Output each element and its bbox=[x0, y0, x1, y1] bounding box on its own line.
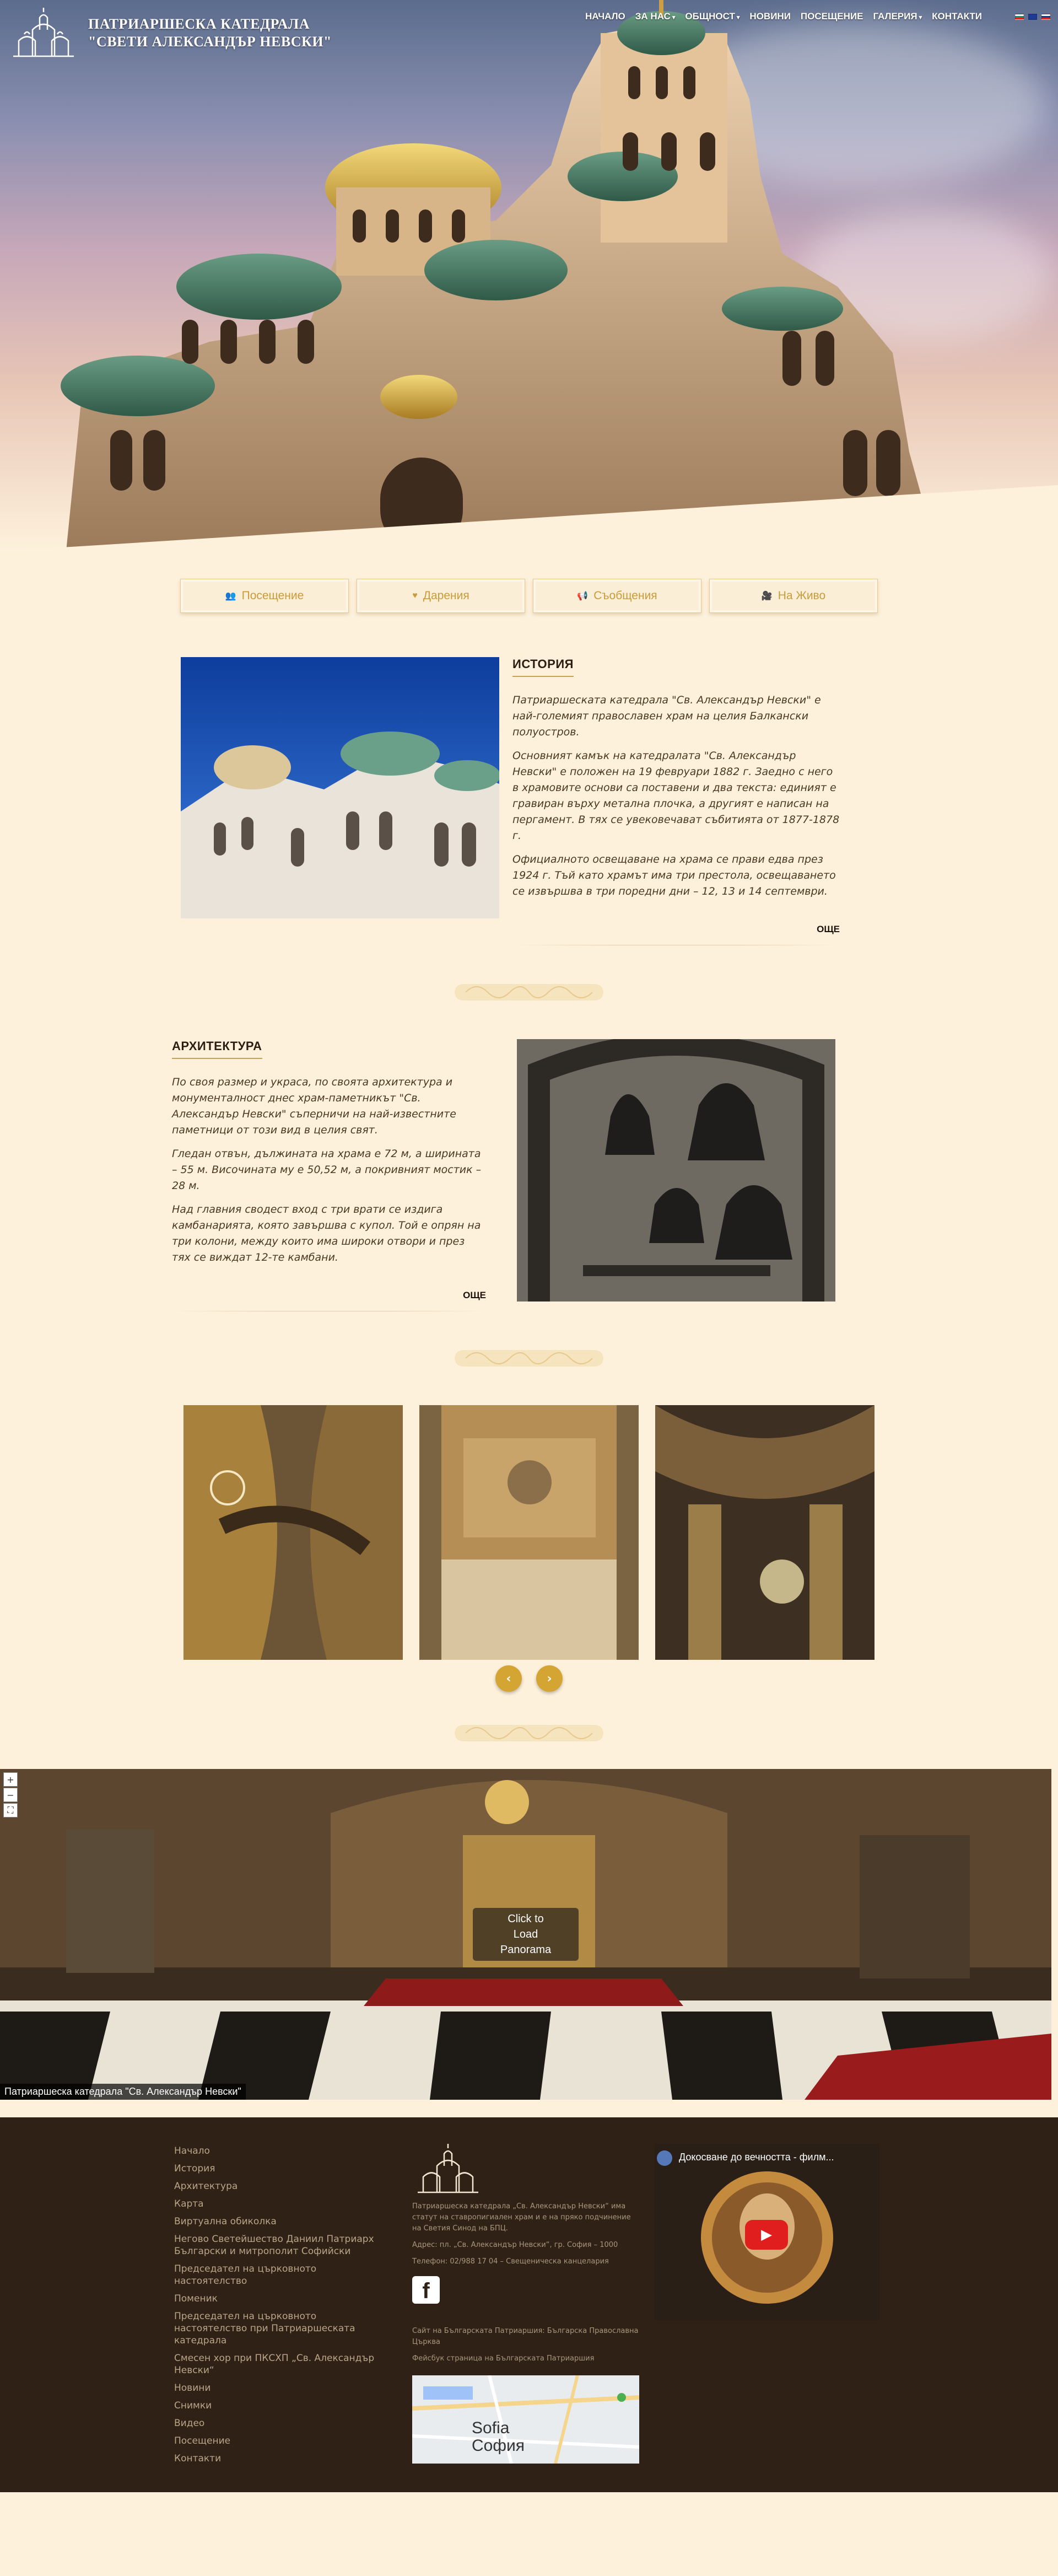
flag-ru-icon[interactable] bbox=[1041, 14, 1050, 20]
history-heading: ИСТОРИЯ bbox=[512, 657, 574, 677]
footer-info bbox=[412, 2144, 639, 2464]
architecture-heading: АРХИТЕКТУРА bbox=[172, 1039, 262, 1059]
footer-link[interactable]: Архитектура bbox=[174, 2181, 238, 2192]
cathedral-image bbox=[0, 0, 1058, 551]
nav-item-home[interactable] bbox=[585, 11, 625, 22]
architecture-paragraph: По своя размер и украса, по своята архитектура и монументалност днес храм-паметникът "Св. Александър Невски" съперничи на най-известните паметници от този вид в целия свят. bbox=[172, 1076, 456, 1136]
donations-button[interactable] bbox=[357, 579, 525, 613]
architecture-section bbox=[172, 1039, 835, 1311]
history-more-link[interactable]: ОЩЕ bbox=[817, 924, 840, 934]
footer-link[interactable]: Председател на църковното настоятелство bbox=[174, 2263, 317, 2287]
load-text: Click to bbox=[508, 1913, 544, 1925]
footer-link[interactable]: Контакти bbox=[174, 2453, 222, 2464]
footer-patriarchate-link[interactable]: Сайт на Българската Патриаршия: Българска Православна Църква bbox=[412, 2327, 639, 2346]
language-switcher bbox=[1015, 14, 1050, 20]
site-title-line1: ПАТРИАРШЕСКА КАТЕДРАЛА bbox=[88, 16, 310, 32]
history-paragraph: Основният камък на катедралата "Св. Александър Невски" е положен на 19 февруари 1882 г. Заедно с него в храмовите основи са поставени и два текста: единият е гравиран върху метална плочка, а другият е написан на пергамент. В тях се увековечават събитията от 1877-1878 г. bbox=[512, 750, 840, 842]
footer-link[interactable]: Поменик bbox=[174, 2293, 218, 2304]
live-label: На Живо bbox=[778, 589, 826, 602]
footer-link[interactable]: Карта bbox=[174, 2198, 204, 2209]
video-title: Докосване до вечността - филм... bbox=[679, 2152, 834, 2163]
history-photo bbox=[181, 657, 499, 918]
nav-item-community[interactable] bbox=[685, 11, 739, 22]
nav-item-news[interactable] bbox=[749, 11, 791, 22]
footer-link[interactable]: Виртуална обиколка bbox=[174, 2216, 277, 2227]
gallery-nav bbox=[0, 1665, 1058, 1692]
history-paragraph: Патриаршеската катедрала "Св. Александър Невски" е най-големият православен храм на целия Балкански полуостров. bbox=[512, 694, 821, 738]
ornament-divider bbox=[0, 1719, 1058, 1747]
location-map[interactable] bbox=[412, 2375, 639, 2464]
nav-label: ГАЛЕРИЯ bbox=[873, 11, 917, 21]
top-navigation bbox=[0, 0, 1058, 66]
footer-facebook-link[interactable]: Фейсбук страница на Българската Патриаршия bbox=[412, 2354, 595, 2363]
map-city-en: Sofia bbox=[472, 2419, 510, 2437]
people-icon: 👥 bbox=[225, 591, 236, 601]
megaphone-icon: 📢 bbox=[577, 591, 589, 601]
zoom-in-button[interactable]: + bbox=[3, 1772, 18, 1787]
footer-link[interactable]: Начало bbox=[174, 2145, 210, 2156]
cathedral-logo-icon bbox=[412, 2144, 484, 2195]
heart-icon: ♥ bbox=[412, 591, 418, 600]
visit-button[interactable] bbox=[180, 579, 349, 613]
nav-item-about[interactable] bbox=[635, 11, 676, 22]
chevron-down-icon: ▾ bbox=[919, 14, 922, 21]
load-text: Load bbox=[513, 1928, 538, 1940]
announcements-label: Съобщения bbox=[593, 589, 657, 602]
hero-banner bbox=[0, 0, 1058, 551]
video-icon: 🎥 bbox=[761, 591, 773, 601]
panorama-viewer[interactable] bbox=[0, 1769, 1051, 2100]
footer-link[interactable]: Негово Светейшество Даниил Патриарх Български и митрополит Софийски bbox=[174, 2234, 374, 2257]
youtube-video[interactable] bbox=[655, 2144, 879, 2320]
footer-link[interactable]: Смесен хор при ПКСХП „Св. Александър Невски“ bbox=[174, 2353, 375, 2376]
ornament-divider bbox=[0, 978, 1058, 1006]
play-icon[interactable]: ▶ bbox=[745, 2220, 788, 2250]
architecture-body bbox=[172, 1039, 486, 1311]
hero-wave bbox=[0, 485, 1058, 551]
visit-label: Посещение bbox=[241, 589, 304, 602]
chevron-down-icon: ▾ bbox=[736, 14, 740, 21]
brand[interactable] bbox=[8, 8, 332, 58]
history-paragraph: Официалното освещаване на храма се прави едва през 1924 г. Тъй като храмът има три престола, освещаването се извършва в три поредни дни – 12, 13 и 14 септември. bbox=[512, 853, 836, 897]
flag-en-icon[interactable] bbox=[1028, 14, 1037, 20]
chevron-down-icon: ▾ bbox=[672, 14, 676, 21]
nav-label: НОВИНИ bbox=[749, 11, 791, 21]
site-title-line2: "СВЕТИ АЛЕКСАНДЪР НЕВСКИ" bbox=[88, 34, 332, 50]
cathedral-logo-icon bbox=[8, 8, 79, 58]
gallery-image[interactable] bbox=[655, 1405, 875, 1660]
nav-item-gallery[interactable] bbox=[873, 11, 922, 22]
gallery-image[interactable] bbox=[183, 1405, 403, 1660]
footer-link[interactable]: Видео bbox=[174, 2418, 205, 2429]
gallery-prev-button[interactable]: ‹ bbox=[495, 1665, 522, 1692]
facebook-icon[interactable]: f bbox=[412, 2276, 440, 2304]
footer-address: Адрес: пл. „Св. Александър Невски“, гр. София – 1000 bbox=[412, 2241, 618, 2249]
architecture-more-link[interactable]: ОЩЕ bbox=[463, 1290, 486, 1300]
footer-link[interactable]: История bbox=[174, 2163, 215, 2174]
nav-item-visit[interactable] bbox=[801, 11, 863, 22]
zoom-out-button[interactable]: − bbox=[3, 1788, 18, 1802]
nav-label: ПОСЕЩЕНИЕ bbox=[800, 11, 863, 21]
load-panorama-button[interactable] bbox=[473, 1908, 579, 1961]
announcements-button[interactable] bbox=[533, 579, 701, 613]
nav-label: НАЧАЛО bbox=[585, 11, 625, 21]
nav-label: ОБЩНОСТ bbox=[685, 11, 735, 21]
history-body bbox=[512, 657, 840, 945]
footer-link[interactable]: Снимки bbox=[174, 2400, 212, 2411]
map-city-bg: София bbox=[472, 2437, 525, 2455]
footer-phone: Телефон: 02/988 17 04 – Свещеническа канцелария bbox=[412, 2257, 609, 2266]
footer-link[interactable]: Посещение bbox=[174, 2435, 231, 2446]
nav-label: КОНТАКТИ bbox=[932, 11, 982, 21]
footer-link[interactable]: Новини bbox=[174, 2383, 211, 2394]
gallery-next-button[interactable]: › bbox=[536, 1665, 563, 1692]
footer-about: Патриаршеска катедрала „Св. Александър Невски“ има статут на ставропигиален храм и е на пряко подчинение на Светия Синод на БПЦ. bbox=[412, 2202, 631, 2233]
architecture-paragraph: Над главния сводест вход с три врати се издига камбанарията, която завършва с купол. Той е опрян на три колони, между които има широки отвори и през тях се виждат 12-те камбани. bbox=[172, 1203, 481, 1263]
photo-gallery bbox=[0, 1405, 1058, 1660]
fullscreen-button[interactable]: ⛶ bbox=[3, 1803, 18, 1817]
footer bbox=[0, 2117, 1058, 2492]
ornament-divider bbox=[0, 1345, 1058, 1372]
main-menu bbox=[585, 11, 982, 22]
quick-actions bbox=[0, 579, 1058, 613]
donations-label: Дарения bbox=[423, 589, 469, 602]
footer-links bbox=[174, 2145, 384, 2470]
load-text: Panorama bbox=[500, 1944, 552, 1956]
footer-link[interactable]: Председател на църковното настоятелство при Патриаршеската катедрала bbox=[174, 2311, 355, 2346]
map-city-label bbox=[472, 2419, 525, 2455]
architecture-paragraph: Гледан отвън, дължината на храма е 72 м, а ширината – 55 м. Височината му е 50,52 м, а покривният мостик – 28 м. bbox=[172, 1148, 482, 1192]
live-button[interactable] bbox=[709, 579, 878, 613]
panorama-caption: Патриаршеска катедрала "Св. Александър Невски" bbox=[0, 2084, 246, 2100]
history-section bbox=[181, 657, 840, 945]
gallery-image[interactable] bbox=[419, 1405, 639, 1660]
site-title bbox=[88, 15, 332, 51]
nav-label: ЗА НАС bbox=[635, 11, 671, 21]
bells-photo bbox=[517, 1039, 835, 1302]
nav-item-contacts[interactable] bbox=[932, 11, 982, 22]
flag-bg-icon[interactable] bbox=[1015, 14, 1024, 20]
